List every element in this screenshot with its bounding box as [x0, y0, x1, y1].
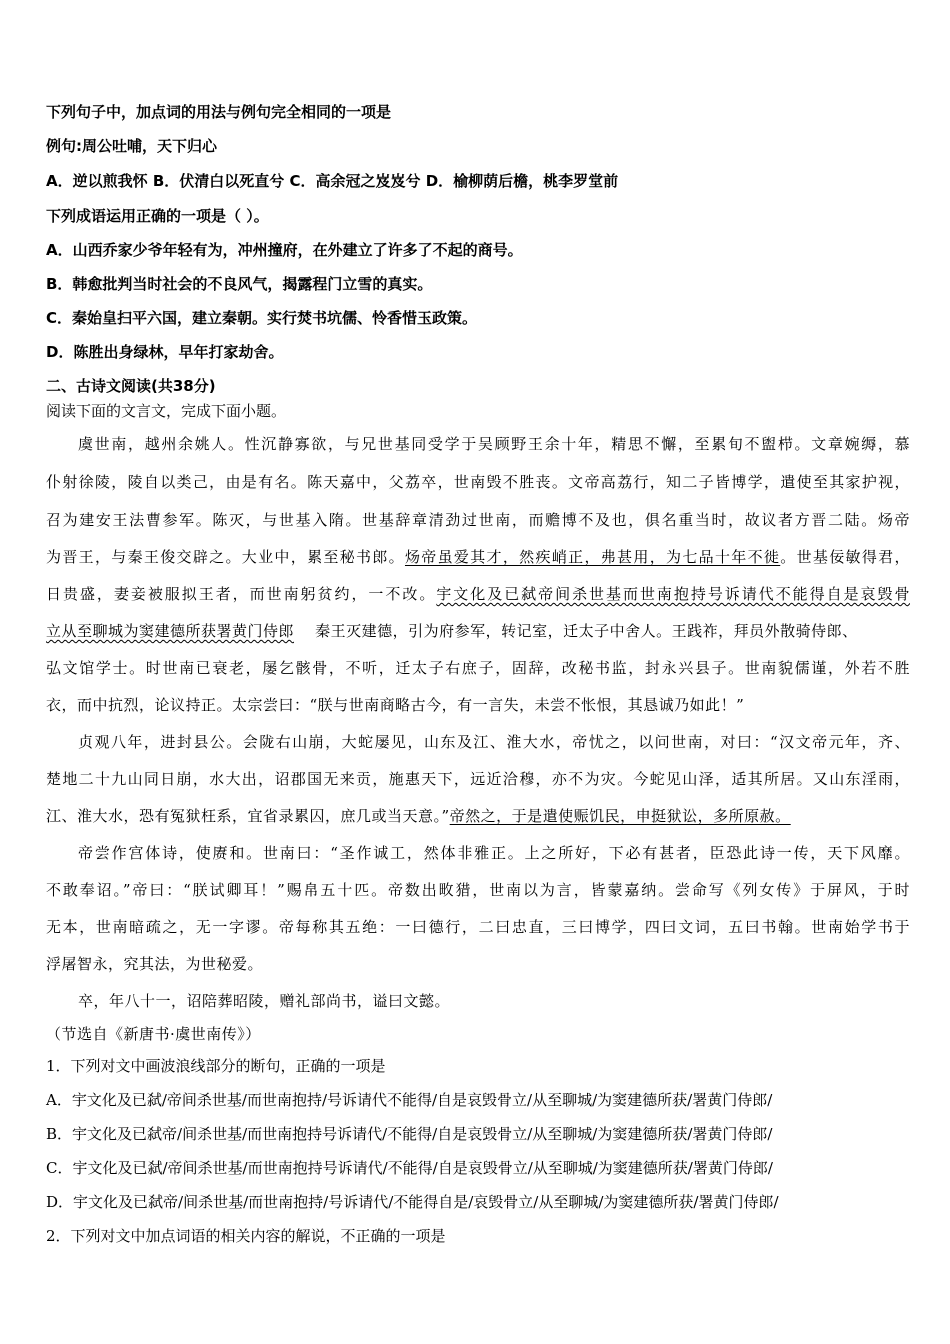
passage-line: 立从至聊城为窦建德所获署黄门侍郎 秦王灭建德，引为府参军，转记室，迁太子中舍人。王践祚，拜员外散骑侍郎、: [46, 622, 858, 640]
underlined-sentence: 帝然之，于是遣使赈饥民，申挺狱讼，多所原赦。: [449, 807, 791, 825]
passage-line: 楚地二十九山同日崩，水大出，诏郡国无来贡，施惠天下，远近洽穆，亦不为灾。今蛇见山泽，适其所居。又山东淫雨，: [46, 770, 910, 788]
q1-option-b: B．宇文化及已弑帝/间杀世基/而世南抱持号诉请代/不能得/自是哀毁骨立/从至聊城/为窦建德所获/署黄门侍郎/: [46, 1125, 773, 1143]
passage-line: 召为建安王法曹参军。陈灭，与世基入隋。世基辞章清劲过世南，而赡博不及也，俱名重当时，故议者方晋二陆。炀帝: [46, 511, 910, 529]
q-idiom-option-a: A．山西乔家少爷年轻有为，冲州撞府，在外建立了许多了不起的商号。: [46, 241, 523, 259]
passage-line: 仆射徐陵，陵自以类己，由是有名。陈天嘉中，父荔卒，世南毁不胜丧。文帝高荔行，知二子皆博学，遣使至其家护视，: [46, 473, 910, 491]
q1-stem: 1．下列对文中画波浪线部分的断句，正确的一项是: [46, 1057, 386, 1075]
q-idiom-option-c: C．秦始皇扫平六国，建立秦朝。实行焚书坑儒、怜香惜玉政策。: [46, 309, 478, 327]
passage-line: 无本，世南暗疏之，无一字谬。帝每称其五绝：一曰德行，二曰忠直，三曰博学，四曰文词，五曰书翰。世南始学书于: [46, 918, 910, 936]
passage-line: 贞观八年，进封县公。会陇右山崩，大蛇屡见，山东及江、淮大水，帝忧之，以问世南，对曰：“汉文帝元年，齐、: [78, 733, 910, 751]
q2-stem: 2．下列对文中加点词语的相关内容的解说，不正确的一项是: [46, 1227, 446, 1245]
q-idiom-option-d: D．陈胜出身绿林，早年打家劫舍。: [46, 343, 284, 361]
q1-option-c: C．宇文化及已弑/帝间杀世基/而世南抱持号诉请代/不能得/自是哀毁骨立/从至聊城/为窦建德所获/署黄门侍郎/: [46, 1159, 773, 1177]
passage-line: 江、淮大水，恐有冤狱枉系，宜省录累囚，庶几或当天意。”帝然之，于是遣使赈饥民，申挺狱讼，多所原赦。: [46, 807, 791, 825]
passage-line: 为晋王，与秦王俊交辟之。大业中，累至秘书郎。炀帝虽爱其才，然疾峭正，弗甚用，为七品十年不徙。世基佞敏得君，: [46, 548, 910, 566]
passage-line: 帝尝作宫体诗，使赓和。世南曰：“圣作诚工，然体非雅正。上之所好，下必有甚者，臣恐此诗一传，天下风靡。: [78, 844, 910, 862]
passage-line: 虞世南，越州余姚人。性沉静寡欲，与兄世基同受学于吴顾野王余十年，精思不懈，至累旬不盥栉。文章婉缛，慕: [78, 435, 910, 453]
wavy-line-sentence: 宇文化及已弑帝间杀世基而世南抱持号诉请代不能得自是哀毁骨: [436, 585, 910, 603]
q-dot-stem: 下列句子中，加点词的用法与例句完全相同的一项是: [46, 103, 392, 121]
q-dot-options: A．逆以煎我怀 B．伏清白以死直兮 C．高余冠之岌岌兮 D．榆柳荫后檐，桃李罗堂前: [46, 172, 619, 190]
q-dot-example: 例句:周公吐哺，天下归心: [46, 137, 217, 155]
passage-source: （节选自《新唐书·虞世南传》）: [46, 1025, 261, 1043]
q1-option-a: A．宇文化及已弑/帝间杀世基/而世南抱持/号诉请代不能得/自是哀毁骨立/从至聊城/为窦建德所获/署黄门侍郎/: [46, 1091, 773, 1109]
passage-line: 日贵盛，妻妾被服拟王者，而世南躬贫约，一不改。宇文化及已弑帝间杀世基而世南抱持号诉请代不能得自是哀毁骨: [46, 585, 910, 603]
q-idiom-option-b: B．韩愈批判当时社会的不良风气，揭露程门立雪的真实。: [46, 275, 433, 293]
wavy-line-sentence: 立从至聊城为窦建德所获署黄门侍郎: [46, 622, 295, 640]
section-title: 二、古诗文阅读(共38分): [46, 377, 216, 395]
q-idiom-stem: 下列成语运用正确的一项是（ ）。: [46, 207, 269, 225]
underlined-sentence: 炀帝虽爱其才，然疾峭正，弗甚用，为七品十年不徙: [404, 548, 781, 566]
section-instruction: 阅读下面的文言文，完成下面小题。: [46, 402, 287, 420]
passage-line: 弘文馆学士。时世南已衰老，屡乞骸骨，不听，迁太子右庶子，固辞，改秘书监，封永兴县子。世南貌儒谨，外若不胜: [46, 659, 910, 677]
passage-line: 不敢奉诏。”帝曰：“朕试卿耳！”赐帛五十匹。帝数出畋猎，世南以为言，皆蒙嘉纳。尝命写《列女传》于屏风，于时: [46, 881, 910, 899]
passage-line: 衣，而中抗烈，论议持正。太宗尝曰：“朕与世南商略古今，有一言失，未尝不怅恨，其恳诚乃如此！”: [46, 696, 745, 714]
passage-line: 浮屠智永，究其法，为世秘爱。: [46, 955, 264, 973]
passage-line: 卒，年八十一，诏陪葬昭陵，赠礼部尚书，谥曰文懿。: [78, 992, 451, 1010]
q1-option-d: D．宇文化及已弑帝/间杀世基/而世南抱持/号诉请代/不能得自是/哀毁骨立/从至聊城/为窦建德所获/署黄门侍郎/: [46, 1193, 779, 1211]
